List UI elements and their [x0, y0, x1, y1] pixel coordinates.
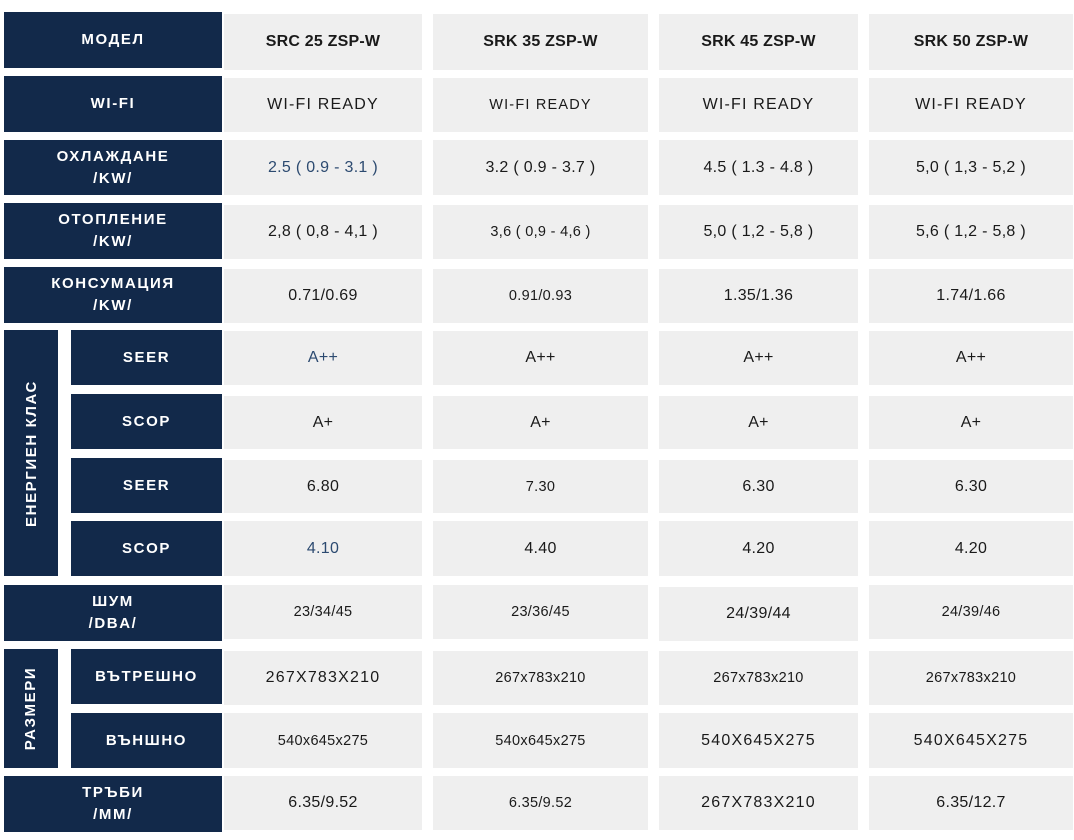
pipes-value: 6.35/9.52 [224, 776, 422, 830]
wifi-value: WI-FI READY [224, 78, 422, 132]
model-name: SRK 45 ZSP-W [659, 14, 858, 70]
energy-value: A++ [869, 331, 1073, 385]
energy-row-header-seer: SEER [71, 330, 222, 385]
pipes-value: 6.35/12.7 [869, 776, 1073, 830]
noise-value: 23/34/45 [224, 585, 422, 639]
heating-value: 3,6 ( 0,9 - 4,6 ) [433, 205, 648, 259]
wifi-value: WI-FI READY [659, 78, 858, 132]
row-header-noise: ШУМ /DBA/ [4, 585, 222, 641]
model-name: SRK 35 ZSP-W [433, 14, 648, 70]
energy-value: 6.30 [869, 460, 1073, 513]
energy-value: 6.80 [224, 460, 422, 513]
energy-row-header-seer-value: SEER [71, 458, 222, 513]
energy-row-header-scop-value: SCOP [71, 521, 222, 576]
row-header-pipes: ТРЪБИ /MM/ [4, 776, 222, 832]
energy-value: A+ [869, 396, 1073, 449]
dimensions-value: 540X645X275 [869, 713, 1073, 768]
consumption-value: 0.71/0.69 [224, 269, 422, 323]
energy-value: 7.30 [433, 460, 648, 513]
energy-value: A++ [659, 331, 858, 385]
wifi-value: WI-FI READY [869, 78, 1073, 132]
noise-value: 23/36/45 [433, 585, 648, 639]
cooling-value: 2.5 ( 0.9 - 3.1 ) [224, 140, 422, 195]
energy-value: 4.40 [433, 521, 648, 576]
energy-class-group-label: ЕНЕРГИЕН КЛАС [4, 330, 58, 576]
pipes-value: 6.35/9.52 [433, 776, 648, 830]
energy-value: A+ [224, 396, 422, 449]
pipes-value: 267X783X210 [659, 776, 858, 830]
dimensions-value: 267X783X210 [224, 651, 422, 705]
cooling-value: 4.5 ( 1.3 - 4.8 ) [659, 140, 858, 195]
dimensions-row-header-indoor: ВЪТРЕШНО [71, 649, 222, 704]
row-header-heating: ОТОПЛЕНИЕ /KW/ [4, 203, 222, 259]
energy-value: 4.20 [659, 521, 858, 576]
energy-value: 4.10 [224, 521, 422, 576]
dimensions-value: 267x783x210 [869, 651, 1073, 705]
noise-value: 24/39/44 [659, 587, 858, 641]
row-header-consumption: КОНСУМАЦИЯ /KW/ [4, 267, 222, 323]
heating-value: 5,0 ( 1,2 - 5,8 ) [659, 205, 858, 259]
dimensions-value: 540x645x275 [224, 713, 422, 768]
consumption-value: 1.35/1.36 [659, 269, 858, 323]
energy-value: A+ [659, 396, 858, 449]
noise-value: 24/39/46 [869, 585, 1073, 639]
cooling-value: 5,0 ( 1,3 - 5,2 ) [869, 140, 1073, 195]
energy-value: A++ [433, 331, 648, 385]
dimensions-value: 267x783x210 [433, 651, 648, 705]
cooling-value: 3.2 ( 0.9 - 3.7 ) [433, 140, 648, 195]
dimensions-value: 540X645X275 [659, 713, 858, 768]
energy-value: 4.20 [869, 521, 1073, 576]
dimensions-row-header-outdoor: ВЪНШНО [71, 713, 222, 768]
dimensions-group-label: РАЗМЕРИ [4, 649, 58, 768]
heating-value: 2,8 ( 0,8 - 4,1 ) [224, 205, 422, 259]
row-header-wifi: WI-FI [4, 76, 222, 132]
energy-row-header-scop: SCOP [71, 394, 222, 449]
heating-value: 5,6 ( 1,2 - 5,8 ) [869, 205, 1073, 259]
dimensions-value: 540x645x275 [433, 713, 648, 768]
consumption-value: 1.74/1.66 [869, 269, 1073, 323]
model-name: SRC 25 ZSP-W [224, 14, 422, 70]
model-name: SRK 50 ZSP-W [869, 14, 1073, 70]
dimensions-value: 267x783x210 [659, 651, 858, 705]
energy-value: A+ [433, 396, 648, 449]
consumption-value: 0.91/0.93 [433, 269, 648, 323]
energy-value: A++ [224, 331, 422, 385]
row-header-cooling: ОХЛАЖДАНЕ /KW/ [4, 140, 222, 195]
model-header: МОДЕЛ [4, 12, 222, 68]
wifi-value: WI-FI READY [433, 78, 648, 132]
energy-value: 6.30 [659, 460, 858, 513]
